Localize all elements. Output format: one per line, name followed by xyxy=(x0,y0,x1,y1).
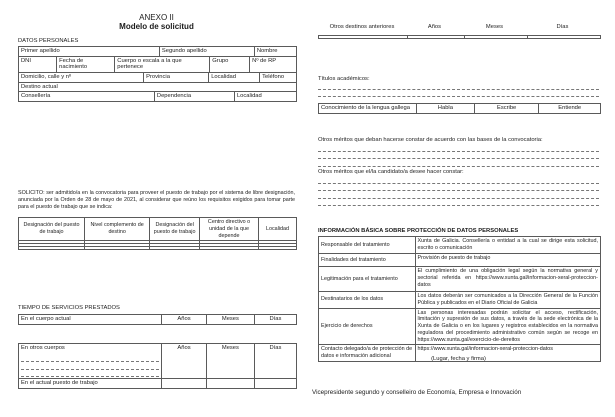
form-title xyxy=(18,13,295,31)
dotted-line[interactable] xyxy=(21,370,159,378)
field-cell[interactable] xyxy=(464,36,527,38)
dotted-line[interactable] xyxy=(318,144,599,152)
prot-row-value: https://www.xunta.gal/informacion-xeral-proteccion-datos xyxy=(415,345,600,361)
field-cell[interactable] xyxy=(161,379,206,388)
dotted-line[interactable] xyxy=(318,152,599,160)
dotted-line[interactable] xyxy=(318,176,599,184)
field-otros-cuerpos[interactable]: En otros cuerpos xyxy=(21,345,65,351)
tiempo-otros-cuerpos-table xyxy=(18,343,297,389)
field-actual-puesto[interactable]: En el actual puesto de trabajo xyxy=(21,380,98,387)
tiempo-servicios-heading: TIEMPO DE SERVICIOS PRESTADOS xyxy=(18,305,120,311)
field-telefono[interactable]: Teléfono xyxy=(259,73,296,82)
field-dni[interactable]: DNI xyxy=(21,57,31,64)
field-cuerpo-actual[interactable]: En el cuerpo actual xyxy=(21,316,71,322)
field-cell[interactable] xyxy=(149,247,199,249)
field-cell[interactable] xyxy=(407,36,464,38)
otros-meritos-bases-lines xyxy=(318,144,599,167)
lengua-gallega-table xyxy=(318,103,601,114)
field-cell[interactable] xyxy=(199,247,258,249)
col-anos[interactable]: Años xyxy=(161,344,206,378)
field-cell[interactable] xyxy=(84,247,149,249)
field-nombre[interactable]: Nombre xyxy=(254,47,296,56)
col-meses[interactable]: Meses xyxy=(206,344,254,378)
dotted-line[interactable] xyxy=(318,184,599,192)
field-conselleria[interactable]: Consellería xyxy=(21,93,51,100)
prot-row-label: Legitimación para el tratamiento xyxy=(321,275,398,282)
prot-row-value: Provisión de puesto de trabajo xyxy=(415,254,600,266)
col-escribe[interactable]: Escribe xyxy=(474,104,539,113)
dotted-line[interactable] xyxy=(318,199,599,207)
dotted-line[interactable] xyxy=(21,362,159,370)
datos-personales-table xyxy=(18,46,297,102)
prot-row-value: Las personas interesadas podrán solicitar el acceso, rectificación, limitación y supresión de sus datos, a través de la sede electrónica de la Xunta de Galicia o en los lugares y registros establecidos en la normativa reguladora del procedimiento administrativo común según se recoge en https://www.xunta.gal/exercicio-de-dereitos xyxy=(415,309,600,345)
field-lengua-gallega[interactable]: Conocimiento de la lengua gallega xyxy=(321,105,410,111)
field-cuerpo-escala[interactable]: Cuerpo o escala a la que pertenece xyxy=(114,57,209,72)
field-num-rp[interactable]: Nº de RP xyxy=(249,57,296,72)
dotted-line[interactable] xyxy=(318,159,599,167)
puesto-trabajo-table xyxy=(18,217,297,250)
otros-destinos-table xyxy=(318,35,601,39)
col-dias[interactable]: Días xyxy=(254,315,296,324)
dotted-line[interactable] xyxy=(318,191,599,199)
prot-row-value: Los datos deberán ser comunicados a la Dirección General de la Función Pública y publicados en el Diario Oficial de Galicia xyxy=(415,292,600,308)
titulos-academicos-label: Títulos académicos: xyxy=(318,76,370,82)
field-localidad-conselleria[interactable]: Localidad xyxy=(234,92,296,101)
firmante-footer: Vicepresidente segundo y conselleiro de Economía, Empresa e Innovación xyxy=(312,389,522,396)
col-anos: Años xyxy=(427,24,442,30)
col-entiende[interactable]: Entiende xyxy=(538,104,600,113)
dotted-line[interactable] xyxy=(21,355,159,363)
prot-row-label: Contacto delegado/a de protección de datos e información adicional xyxy=(321,346,413,359)
field-segundo-apellido[interactable]: Segundo apellido xyxy=(159,47,254,56)
puesto-header-centro: Centro directivo o unidad de la que depende xyxy=(199,218,258,240)
title-line-1: ANEXO II xyxy=(139,13,174,22)
dotted-line[interactable] xyxy=(318,82,599,90)
col-anos[interactable]: Años xyxy=(161,315,206,324)
datos-personales-heading: DATOS PERSONALES xyxy=(18,38,79,44)
field-cell[interactable] xyxy=(254,379,296,388)
otros-meritos-candidato-label: Otros méritos que el/la candidato/a desee hacer constar: xyxy=(318,169,464,175)
field-fecha-nacimiento[interactable]: Fecha de nacimiento xyxy=(56,57,114,72)
field-localidad[interactable]: Localidad xyxy=(208,73,259,82)
col-meses[interactable]: Meses xyxy=(206,315,254,324)
field-dependencia[interactable]: Dependencia xyxy=(154,92,234,101)
tiempo-cuerpo-actual-table xyxy=(18,314,297,325)
field-cell[interactable] xyxy=(258,247,296,249)
proteccion-datos-table xyxy=(318,236,601,362)
otros-meritos-candidato-lines xyxy=(318,176,599,206)
col-dias[interactable]: Días xyxy=(254,344,296,378)
puesto-header-localidad: Localidad xyxy=(258,218,296,240)
dotted-line[interactable] xyxy=(318,90,599,98)
puesto-header-designacion-2: Designación del puesto de trabajo xyxy=(149,218,199,240)
field-cell[interactable] xyxy=(206,379,254,388)
prot-row-label: Ejercicio de derechos xyxy=(321,323,373,329)
field-cell[interactable] xyxy=(19,247,84,249)
proteccion-datos-heading: INFORMACIÓN BÁSICA SOBRE PROTECCIÓN DE DATOS PERSONALES xyxy=(318,228,519,234)
prot-row-label: Finalidades del tratamiento xyxy=(321,256,386,263)
otros-meritos-bases-label: Otros méritos que deban hacerse constar de acuerdo con las bases de la convocatoria: xyxy=(318,137,543,143)
prot-row-label: Responsable del tratamiento xyxy=(321,241,390,248)
field-cell[interactable] xyxy=(527,36,600,38)
field-grupo[interactable]: Grupo xyxy=(209,57,249,72)
otros-destinos-header xyxy=(318,24,599,30)
field-destino-actual[interactable]: Destino actual xyxy=(21,83,58,90)
lugar-fecha-firma: (Lugar, fecha y firma) xyxy=(431,356,486,362)
col-dias: Días xyxy=(556,24,569,30)
field-domicilio[interactable]: Domicilio, calle y nº xyxy=(21,73,72,80)
puesto-header-designacion-1: Designación del puesto de trabajo xyxy=(23,222,80,236)
otros-destinos-label: Otros destinos anteriores xyxy=(329,24,395,30)
solicito-paragraph: SOLICITO: ser admitido/a en la convocatoria para proveer el puesto de trabajo por el sistema de libre designación, anunciada por la Orden de 28 de mayo de 2021, al considerar que reúno los requisitos exigidos para tomar parte para el puesto de trabajo que se indica: xyxy=(18,190,295,210)
prot-row-label: Destinatarios de los datos xyxy=(321,296,384,303)
field-cell[interactable] xyxy=(319,36,407,38)
prot-row-value: El cumplimiento de una obligación legal según la normativa general y sectorial referida en https://www.xunta.gal/informacion-xeral-proteccion-datos xyxy=(415,267,600,291)
col-meses: Meses xyxy=(485,24,503,30)
puesto-empty-row xyxy=(19,246,296,249)
col-habla[interactable]: Habla xyxy=(416,104,474,113)
field-provincia[interactable]: Provincia xyxy=(143,73,208,82)
field-primer-apellido[interactable]: Primer apellido xyxy=(21,48,60,54)
prot-row-value: Xunta de Galicia. Consellería o entidad a la cual se dirige esta solicitud, escrito o comunicación xyxy=(415,237,600,253)
title-line-2: Modelo de solicitud xyxy=(119,22,194,31)
titulos-academicos-lines xyxy=(318,82,599,105)
puesto-header-nivel: Nivel complemento de destino xyxy=(84,218,149,240)
